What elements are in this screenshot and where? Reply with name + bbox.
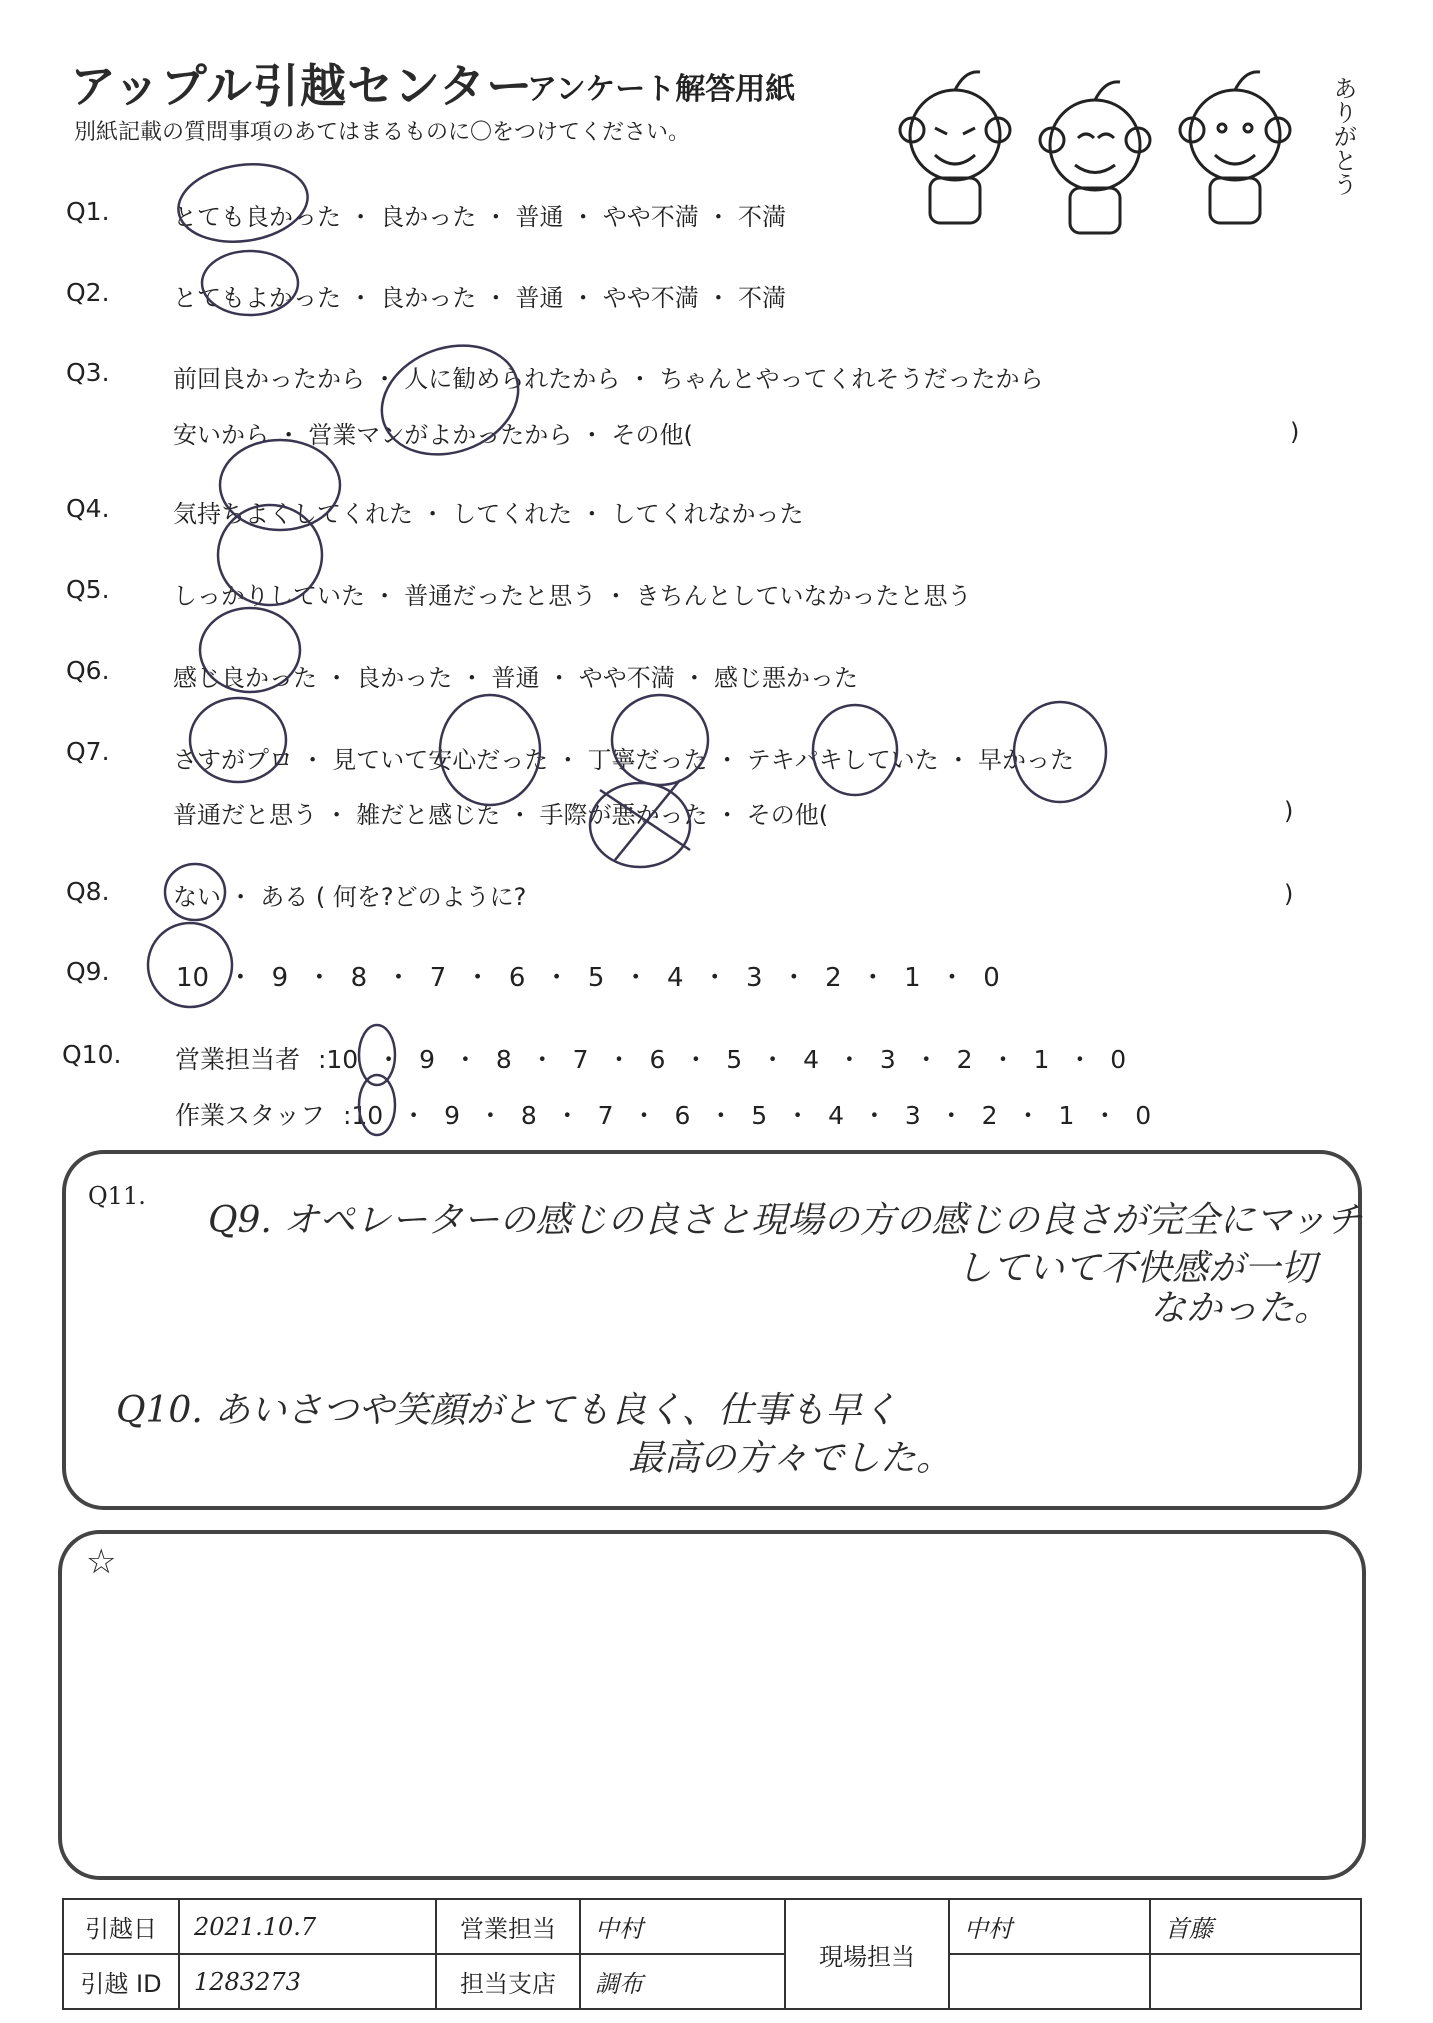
- q7-circle-mark-1: [190, 698, 286, 782]
- q8-options: ない ・ ある ( 何を?どのように?: [173, 883, 527, 911]
- move-date-label: 引越日: [63, 1899, 179, 1954]
- q3-options-1: 前回良かったから ・ 人に勧められたから ・ ちゃんとやってくれそうだったから: [173, 365, 1044, 393]
- q7-circle-mark-5: [1014, 702, 1106, 802]
- mascot-caption: ありがとう: [1329, 76, 1357, 196]
- q6-circle-mark: [200, 608, 300, 692]
- site-staff-value-1: 中村: [949, 1899, 1150, 1954]
- q2-options: とてもよかった ・ 良かった ・ 普通 ・ やや不満 ・ 不満: [173, 284, 787, 312]
- q1-options: とても良かった ・ 良かった ・ 普通 ・ やや不満 ・ 不満: [173, 203, 787, 231]
- q9-circle-mark: [148, 923, 232, 1007]
- q6-label: Q6.: [66, 656, 110, 685]
- star-comment-box: [58, 1530, 1366, 1880]
- q9-label: Q9.: [66, 957, 110, 986]
- q4-label: Q4.: [66, 494, 110, 523]
- q10-sales-scale: 営業担当者 :10 ・ 9 ・ 8 ・ 7 ・ 6 ・ 5 ・ 4 ・ 3 ・ 2 ・ 1 ・ 0: [175, 1045, 1127, 1074]
- move-id-value: 1283273: [179, 1954, 436, 2009]
- q11-comment-line-4: Q10. あいさつや笑顔がとても良く、仕事も早く: [116, 1390, 898, 1431]
- q8-label: Q8.: [66, 877, 110, 906]
- q2-label: Q2.: [66, 278, 110, 307]
- q5-circle-mark: [218, 505, 322, 605]
- sales-value: 中村: [580, 1899, 785, 1954]
- q11-comment-line-2: していて不快感が一切: [956, 1248, 1317, 1289]
- q3-options-2: 安いから ・ 営業マンがよかったから ・ その他(: [173, 421, 693, 449]
- q11-comment-line-5: 最高の方々でした。: [628, 1438, 953, 1479]
- branch-label: 担当支店: [436, 1954, 580, 2009]
- instruction-text: 別紙記載の質問事項のあてはまるものに〇をつけてください。: [74, 120, 691, 145]
- footer-info-table: [62, 1898, 1362, 2010]
- q8-circle-mark: [165, 864, 225, 920]
- q11-comment-line-3: なかった。: [1150, 1288, 1331, 1329]
- q3-label: Q3.: [66, 358, 110, 387]
- brand-title: アップル引越センター: [70, 59, 534, 113]
- q7-circle-mark-3: [612, 695, 708, 785]
- q7-label: Q7.: [66, 737, 110, 766]
- q5-label: Q5.: [66, 575, 110, 604]
- q3-close-paren: ): [1290, 418, 1300, 446]
- site-staff-empty-2: [1150, 1954, 1361, 2009]
- q7-circle-mark-6: [590, 783, 690, 867]
- q3-circle-mark: [366, 327, 533, 473]
- site-staff-label: 現場担当: [785, 1899, 949, 2009]
- site-staff-value-2: 首藤: [1150, 1899, 1361, 1954]
- q4-options: 気持ちよくしてくれた ・ してくれた ・ してくれなかった: [173, 500, 804, 528]
- q7-circle-mark-2: [440, 695, 540, 805]
- q11-comment-line-1: Q9. オペレーターの感じの良さと現場の方の感じの良さが完全にマッチ: [208, 1200, 1362, 1241]
- q10-staff-scale: 作業スタッフ :10 ・ 9 ・ 8 ・ 7 ・ 6 ・ 5 ・ 4 ・ 3 ・ 2 ・ 1 ・ 0: [175, 1101, 1152, 1130]
- q7-options-1: さすがプロ ・ 見ていて安心だった ・ 丁寧だった ・ テキパキしていた ・ 早かった: [173, 746, 1075, 774]
- star-icon: ☆: [86, 1542, 117, 1582]
- q1-label: Q1.: [66, 197, 110, 226]
- q1-circle-mark: [173, 156, 312, 249]
- q5-options: しっかりしていた ・ 普通だったと思う ・ きちんとしていなかったと思う: [173, 582, 972, 610]
- q7-circle-mark-4: [813, 705, 897, 795]
- q11-label: Q11.: [88, 1182, 146, 1210]
- form-title: アンケート解答用紙: [527, 72, 796, 107]
- branch-value: 調布: [580, 1954, 785, 2009]
- sales-label: 営業担当: [436, 1899, 580, 1954]
- q10-label: Q10.: [62, 1040, 122, 1069]
- q6-options: 感じ良かった ・ 良かった ・ 普通 ・ やや不満 ・ 感じ悪かった: [173, 664, 859, 692]
- q9-scale: 10 ・ 9 ・ 8 ・ 7 ・ 6 ・ 5 ・ 4 ・ 3 ・ 2 ・ 1 ・ 0: [176, 963, 1000, 993]
- site-staff-empty-1: [949, 1954, 1150, 2009]
- q2-circle-mark: [202, 251, 298, 315]
- q7-close-paren: ): [1284, 797, 1294, 825]
- q8-close-paren: ): [1284, 880, 1294, 908]
- move-id-label: 引越 ID: [63, 1954, 179, 2009]
- q7-cross-mark: [600, 780, 690, 860]
- q7-options-2: 普通だと思う ・ 雑だと感じた ・ 手際が悪かった ・ その他(: [173, 801, 829, 829]
- move-date-value: 2021.10.7: [179, 1899, 436, 1954]
